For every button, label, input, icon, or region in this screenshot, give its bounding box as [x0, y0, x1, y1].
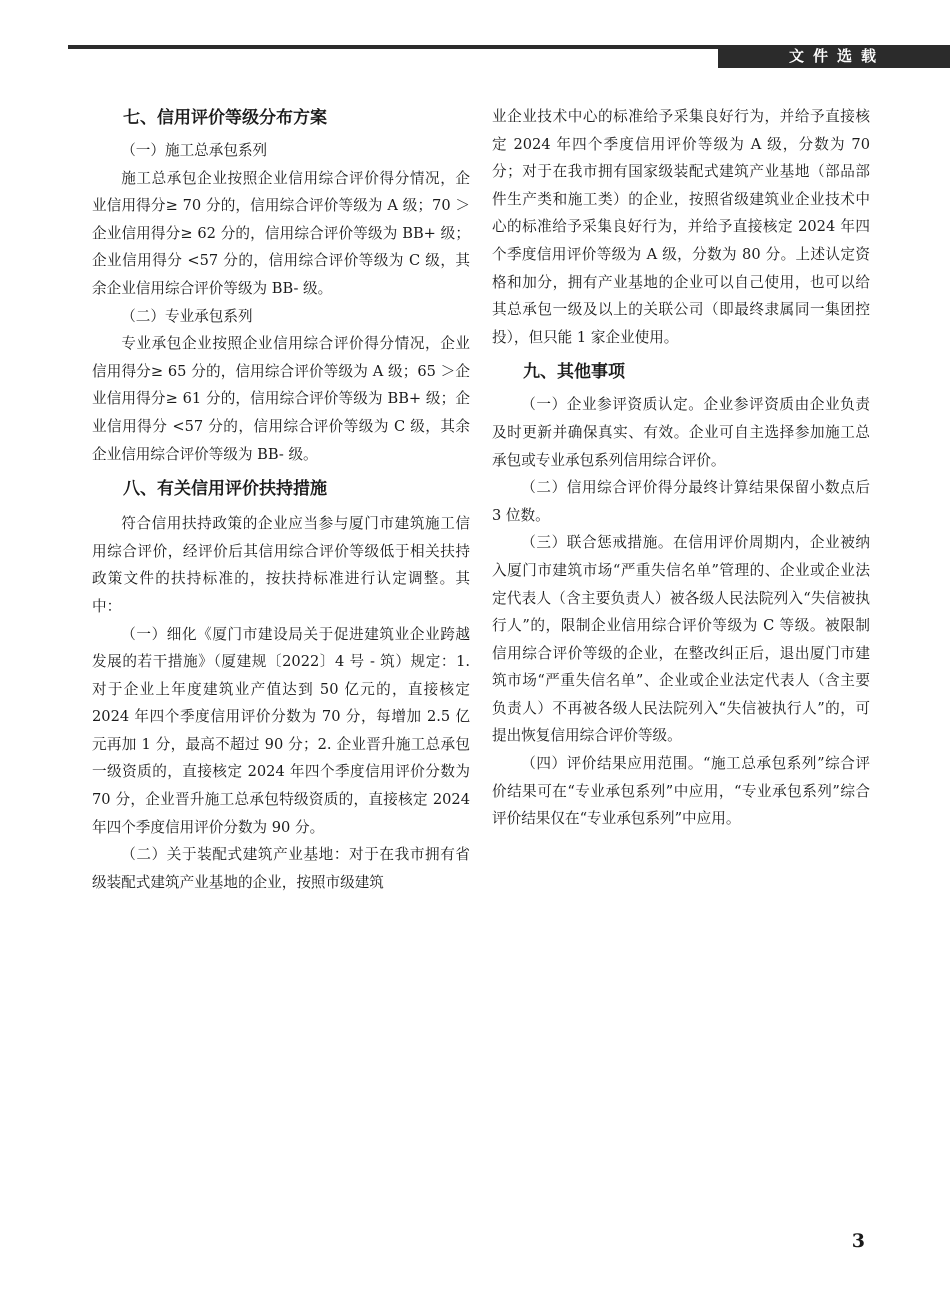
paragraph-7-1: 施工总承包企业按照企业信用综合评价得分情况，企业信用得分≥ 70 分的，信用综合评价等级为 A 级；70 ＞企业信用得分≥ 62 分的，信用综合评价等级为 BB+ 级；企业信用得分 <57 分的，信用综合评价等级为 C 级，其余企业信用综合评价等级为 BB- 级。 [92, 169, 470, 297]
section-label: 文件选载 [718, 45, 950, 68]
paragraph-8-1: （一）细化《厦门市建设局关于促进建筑业企业跨越发展的若干措施》（厦建规〔2022〕4 号 - 筑）规定：1. 对于企业上年度建筑业产值达到 50 亿元的，直接核定 2024 年四个季度信用评价分数为 70 分，每增加 2.5 亿元再加 1 分，最高不超过 90 分；2. 企业晋升施工总承包一级资质的，直接核定 2024 年四个季度信用评价分数为 70 分，企业晋升施工总承包特级资质的，直接核定 2024 年四个季度信用评价分数为 90 分。 [92, 625, 470, 836]
paragraph-8-2-continued: 业企业技术中心的标准给予采集良好行为，并给予直接核定 2024 年四个季度信用评价等级为 A 级，分数为 70 分；对于在我市拥有国家级装配式建筑产业基地（部品部件生产类和施工类）的企业，按照省级建筑业企业技术中心的标准给予采集良好行为，并给予直接核定 2024 年四个季度信用评价等级为 A 级，分数为 80 分。上述认定资格和加分，拥有产业基地的企业可以自己使用，也可以给其总承包一级及以上的关联公司（即最终隶属同一集团控投），但只能 1 家企业使用。 [492, 108, 870, 346]
heading-section-9: 九、其他事项 [523, 362, 625, 383]
page-number: 3 [851, 1230, 865, 1252]
paragraph-8-2-start: （二）关于装配式建筑产业基地：对于在我市拥有省级装配式建筑产业基地的企业，按照市级建筑 [92, 846, 470, 891]
left-column [92, 103, 470, 896]
subheading-7-1: （一）施工总承包系列 [121, 142, 268, 159]
heading-section-7: 七、信用评价等级分布方案 [123, 108, 327, 128]
paragraph-9-3: （三）联合惩戒措施。在信用评价周期内，企业被纳入厦门市建筑市场“严重失信名单”管理的、企业或企业法定代表人（含主要负责人）被各级人民法院列入“失信被执行人”的，限制企业信用综合评价等级为 C 等级。被限制信用综合评价等级的企业，在整改纠正后，退出厦门市建筑市场“严重失信名单”、企业或企业法定代表人（含主要负责人）不再被各级人民法院列入“失信被执行人”的，可提出恢复信用综合评价等级。 [492, 534, 870, 745]
heading-section-8: 八、有关信用评价扶持措施 [123, 479, 327, 500]
paragraph-9-4: （四）评价结果应用范围。“施工总承包系列”综合评价结果可在“专业承包系列”中应用，“专业承包系列”综合评价结果仅在“专业承包系列”中应用。 [492, 755, 870, 828]
paragraph-8-intro: 符合信用扶持政策的企业应当参与厦门市建筑施工信用综合评价，经评价后其信用综合评价等级低于相关扶持政策文件的扶持标准的，按扶持标准进行认定调整。其中： [92, 515, 470, 615]
paragraph-9-1: （一）企业参评资质认定。企业参评资质由企业负责及时更新并确保真实、有效。企业可自主选择参加施工总承包或专业承包系列信用综合评价。 [492, 396, 870, 469]
paragraph-7-2: 专业承包企业按照企业信用综合评价得分情况，企业信用得分≥ 65 分的，信用综合评价等级为 A 级；65 ＞企业信用得分≥ 61 分的，信用综合评价等级为 BB+ 级；企业信用得分 <57 分的，信用综合评价等级为 C 级，其余企业信用综合评价等级为 BB- 级。 [92, 335, 470, 463]
paragraph-9-2: （二）信用综合评价得分最终计算结果保留小数点后 3 位数。 [492, 479, 870, 524]
right-column [492, 103, 870, 833]
subheading-7-2: （二）专业承包系列 [121, 307, 253, 325]
